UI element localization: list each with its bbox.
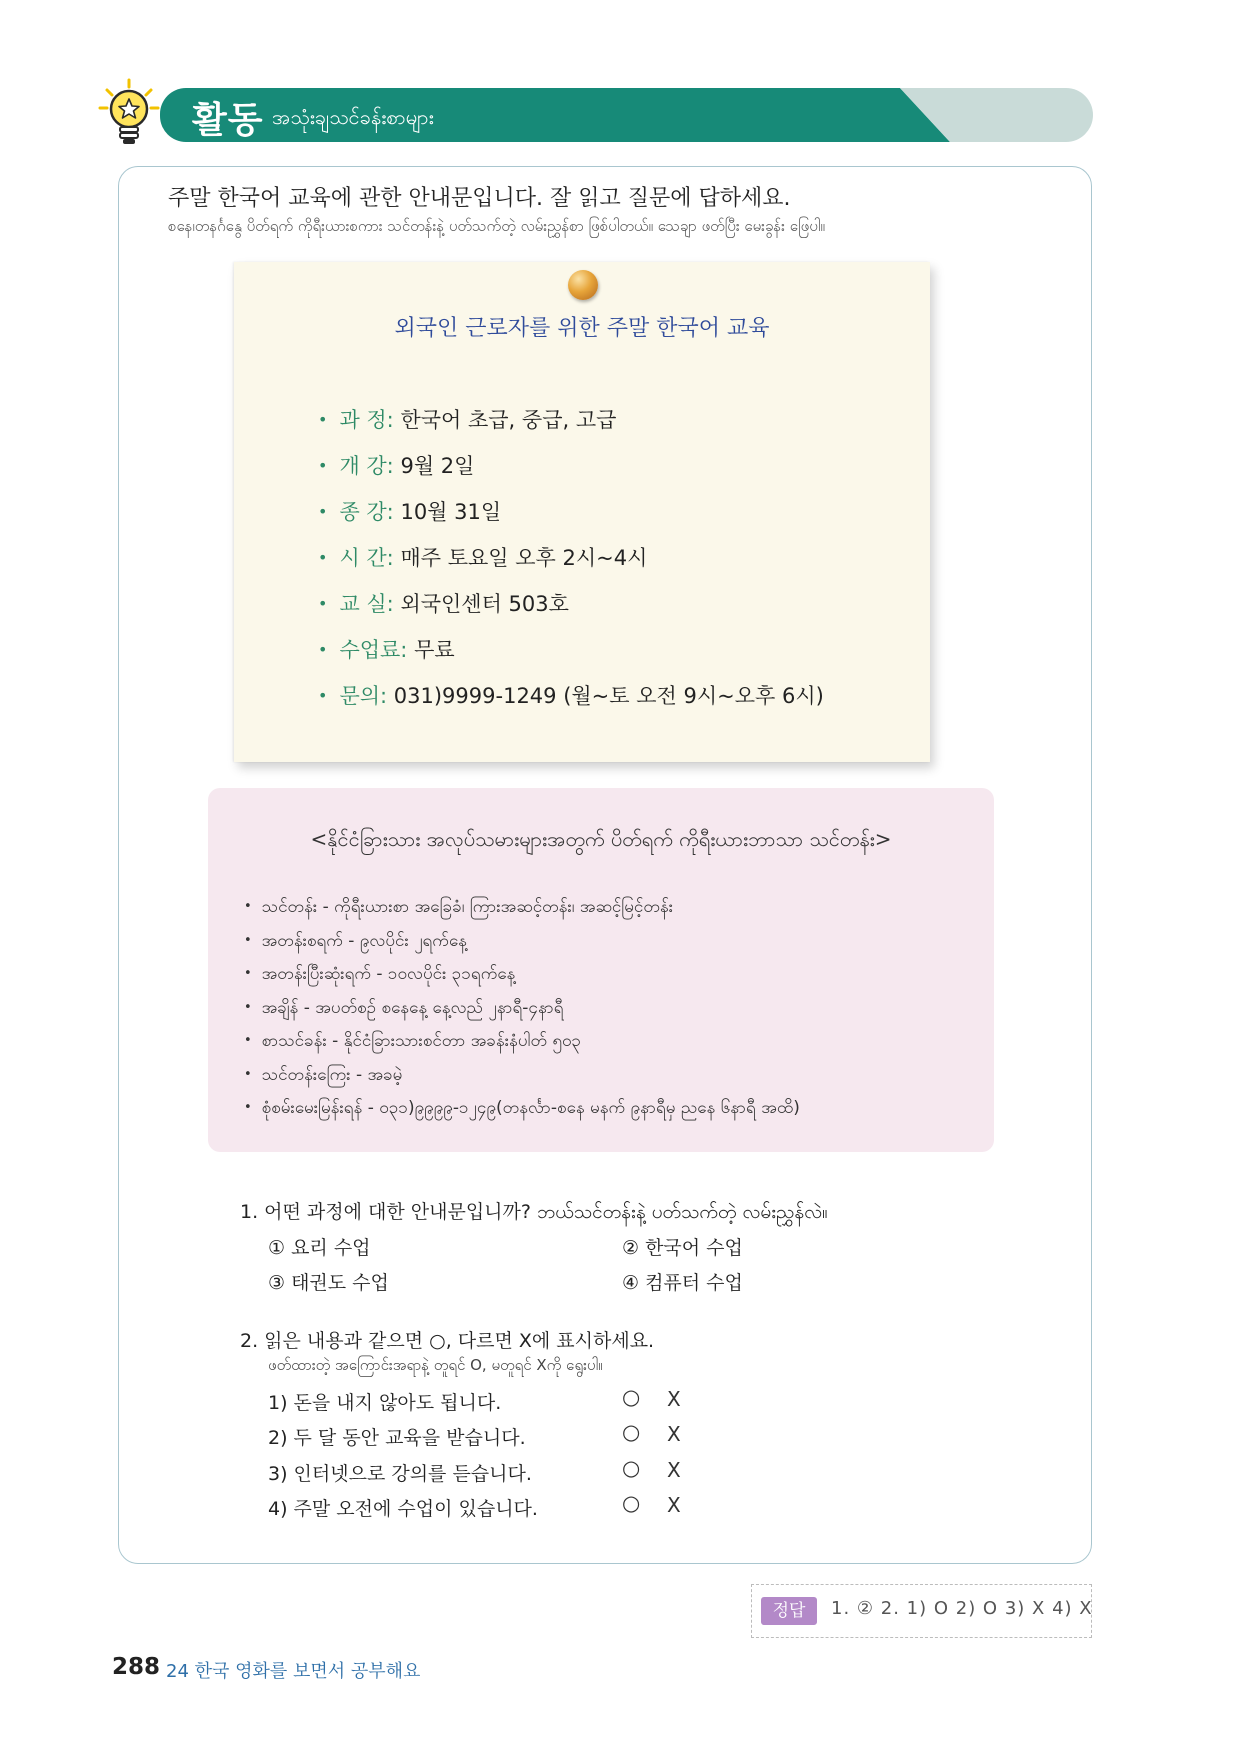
q2-1-x-choice[interactable]: X xyxy=(667,1387,681,1411)
translation-item xyxy=(244,930,800,964)
bullet: • xyxy=(244,932,252,948)
translation-item xyxy=(244,1097,800,1131)
bullet: • xyxy=(244,966,252,981)
info-value: 9월 2일 xyxy=(400,454,475,478)
answer-text: 1. ② 2. 1) O 2) O 3) X 4) X xyxy=(831,1598,1093,1619)
q2-1-circle-choice[interactable]: ○ xyxy=(622,1385,641,1409)
bullet: • xyxy=(318,640,328,659)
pushpin-icon xyxy=(568,270,598,300)
translation-item xyxy=(244,963,800,997)
info-label: 문의: xyxy=(339,684,388,708)
translation-item xyxy=(244,1030,800,1064)
info-value: 무료 xyxy=(414,638,455,662)
translation-text: သင်တန်း - ကိုရီးယားစာ အခြေခံ၊ ကြားအဆင့်တန်း၊ အဆင့်မြင့်တန်း xyxy=(261,897,674,917)
bullet: • xyxy=(318,456,328,475)
info-label: 시 간: xyxy=(339,546,394,570)
translation-title: <နိုင်ငံခြားသား အလုပ်သမားများအတွက် ပိတ်ရက် ကိုရီးယားဘာသာ သင်တန်း> xyxy=(310,827,892,851)
info-value: 외국인센터 503호 xyxy=(400,592,569,616)
activity-banner xyxy=(160,88,1093,142)
q2-3-x-choice[interactable]: X xyxy=(667,1458,681,1482)
bullet: • xyxy=(244,1100,252,1115)
notice-item-course xyxy=(318,404,824,450)
activity-title: 활동 xyxy=(192,100,264,141)
q2-4-x-choice[interactable]: X xyxy=(667,1493,681,1517)
q2-4-circle-choice[interactable]: ○ xyxy=(622,1491,641,1515)
bullet: • xyxy=(318,686,328,705)
translation-list xyxy=(244,896,800,1131)
question-2-prompt: 2. 읽은 내용과 같으면 ○, 다르면 X에 표시하세요. xyxy=(240,1330,655,1352)
notice-title: 외국인 근로자를 위한 주말 한국어 교육 xyxy=(394,316,770,341)
q2-statement-2: 2) 두 달 동안 교육을 받습니다. xyxy=(268,1427,526,1449)
q2-statement-1: 1) 돈을 내지 않아도 됩니다. xyxy=(268,1392,502,1414)
q2-statement-3: 3) 인터넷으로 강의를 듣습니다. xyxy=(268,1463,532,1485)
translation-text: အတန်းပြီးဆုံးရက် - ၁၀လပိုင်း ၃၁ရက်နေ့ xyxy=(261,964,516,984)
q1-option-2[interactable]: ② 한국어 수업 xyxy=(622,1237,743,1259)
translation-text: စာသင်ခန်း - နိုင်ငံခြားသားစင်တာ အခန်းနံပါတ် ၅၀၃ xyxy=(261,1031,582,1051)
activity-subtitle: အသုံးချသင်ခန်းစာများ xyxy=(272,105,434,129)
info-value: 031)9999-1249 (월~토 오전 9시~오후 6시) xyxy=(393,684,824,708)
page-number: 288 xyxy=(112,1654,161,1680)
notice-item-classroom xyxy=(318,588,824,634)
q1-option-1[interactable]: ① 요리 수업 xyxy=(268,1237,371,1259)
instruction-korean: 주말 한국어 교육에 관한 안내문입니다. 잘 읽고 질문에 답하세요. xyxy=(168,186,791,211)
notice-item-start xyxy=(318,450,824,496)
info-value: 한국어 초급, 중급, 고급 xyxy=(400,408,617,432)
bullet: • xyxy=(244,1033,252,1048)
q2-3-circle-choice[interactable]: ○ xyxy=(622,1456,641,1480)
bullet: • xyxy=(318,548,328,567)
translation-text: အတန်းစရက် - ၉လပိုင်း ၂ရက်နေ့ xyxy=(261,930,467,951)
info-label: 개 강: xyxy=(339,454,394,478)
bullet: • xyxy=(244,1066,252,1082)
notice-item-contact xyxy=(318,680,824,726)
notice-item-fee xyxy=(318,634,824,680)
chapter-title: 24 한국 영화를 보면서 공부해요 xyxy=(166,1661,421,1682)
question-2-prompt-myanmar: ဖတ်ထားတဲ့ အကြောင်းအရာနဲ့ တူရင် O, မတူရင် Xကို ရွေးပါ။ xyxy=(268,1356,603,1374)
translation-text: အချိန် - အပတ်စဉ် စနေနေ့ နေ့လည် ၂နာရီ-၄နာရီ xyxy=(261,997,564,1018)
info-label: 종 강: xyxy=(339,500,394,524)
info-value: 매주 토요일 오후 2시~4시 xyxy=(400,546,648,570)
translation-text: သင်တန်းကြေး - အခမဲ့ xyxy=(261,1064,403,1085)
bullet: • xyxy=(318,502,328,521)
info-label: 수업료: xyxy=(339,638,408,662)
q2-2-circle-choice[interactable]: ○ xyxy=(622,1420,641,1444)
notice-info-list xyxy=(318,404,824,726)
q2-statement-4: 4) 주말 오전에 수업이 있습니다. xyxy=(268,1498,538,1520)
notice-item-time xyxy=(318,542,824,588)
question-1-prompt: 1. 어떤 과정에 대한 안내문입니까? ဘယ်သင်တန်းနဲ့ ပတ်သက်တဲ့ လမ်းညွှန်လဲ။ xyxy=(240,1201,828,1223)
lightbulb-star-icon xyxy=(98,78,160,148)
instruction-myanmar: စနေ၊တနင်္ဂနွေ ပိတ်ရက် ကိုရီးယားစကား သင်တန်းနဲ့ ပတ်သက်တဲ့ လမ်းညွှန်စာ ဖြစ်ပါတယ်။ သေချာ ဖတ်ပြီး မေးခွန်း ဖြေပါ။ xyxy=(168,217,825,235)
answer-badge: 정답 xyxy=(761,1597,817,1625)
translation-text: စုံစမ်းမေးမြန်းရန် - ၀၃၁)၉၉၉၉-၁၂၄၉(တနင်္လာ-စနေ မနက် ၉နာရီမှ ညနေ ၆နာရီ အထိ) xyxy=(261,1098,800,1118)
translation-item xyxy=(244,997,800,1031)
notice-item-end xyxy=(318,496,824,542)
bullet: • xyxy=(318,410,328,429)
info-value: 10월 31일 xyxy=(400,500,502,524)
q2-2-x-choice[interactable]: X xyxy=(667,1422,681,1446)
translation-item xyxy=(244,1064,800,1098)
bullet: • xyxy=(244,999,252,1015)
bullet: • xyxy=(244,899,252,914)
q1-option-4[interactable]: ④ 컴퓨터 수업 xyxy=(622,1272,743,1294)
info-label: 교 실: xyxy=(339,592,394,616)
translation-item xyxy=(244,896,800,930)
q1-option-3[interactable]: ③ 태권도 수업 xyxy=(268,1272,389,1294)
bullet: • xyxy=(318,594,328,613)
info-label: 과 정: xyxy=(339,408,394,432)
